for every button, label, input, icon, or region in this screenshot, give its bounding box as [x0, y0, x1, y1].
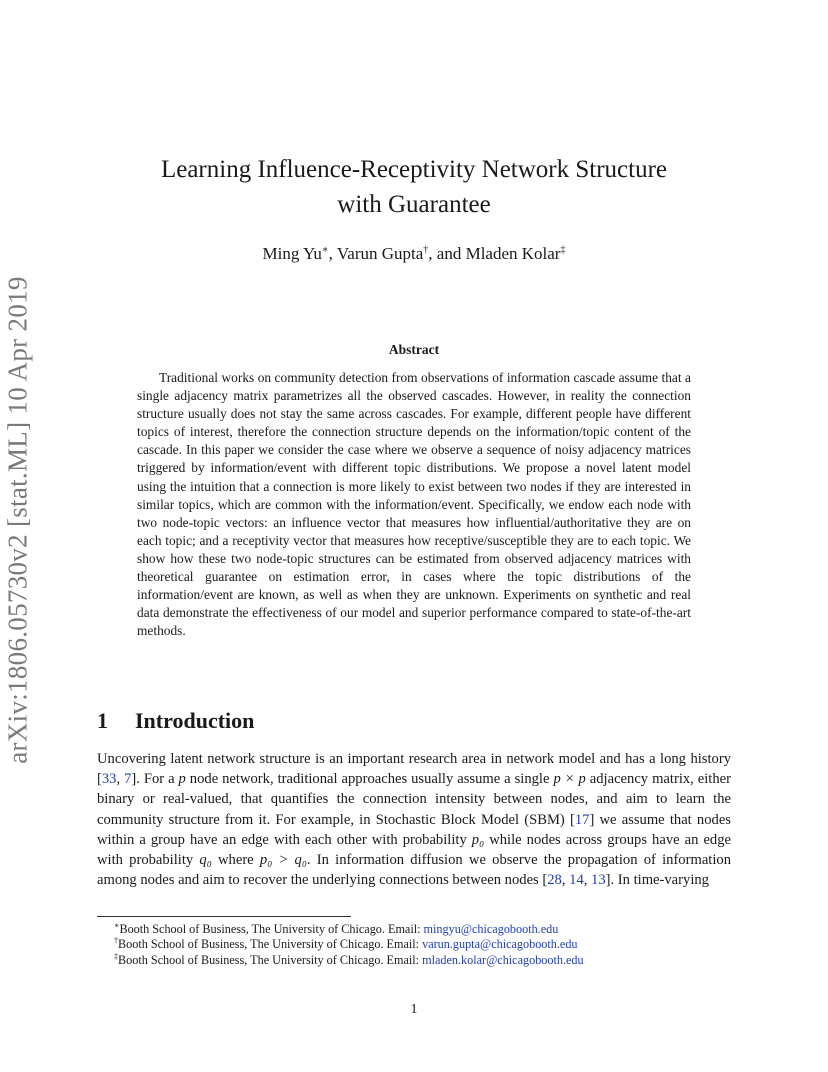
author-separator: , and: [428, 244, 466, 263]
footnote-1: [114, 922, 558, 937]
citation-link[interactable]: 33: [101, 771, 117, 788]
footnote-text: Booth School of Business, The University of Chicago. Email:: [118, 953, 423, 967]
math-variable: p: [178, 771, 186, 788]
intro-text: ]. For a: [131, 771, 179, 788]
author-footnote-mark: †: [423, 244, 429, 256]
footnote-mark: †: [114, 935, 118, 945]
footnote-mark: ‡: [114, 951, 118, 961]
intro-text: . In information diffusion we observe the propagation of information among nodes and aim to recover the underlying connections between nodes [: [97, 852, 731, 889]
footnote-mark: ∗: [114, 920, 120, 930]
page-number: 1: [410, 1002, 418, 1017]
math-variable: p₀: [471, 831, 485, 848]
footnote-3: [114, 953, 584, 968]
intro-text: ,: [116, 771, 125, 788]
citation-link[interactable]: 13: [591, 872, 606, 889]
arxiv-identifier: arXiv:1806.05730v2 [stat.ML] 10 Apr 2019: [2, 276, 33, 764]
math-expression: p₀ > q₀: [259, 852, 307, 869]
author-list: [0, 244, 828, 264]
section-number: 1: [97, 708, 108, 733]
introduction-paragraph: [97, 749, 731, 890]
footnote-text: Booth School of Business, The University of Chicago. Email:: [118, 937, 423, 951]
section-title: Introduction: [135, 708, 255, 733]
author-name: Varun Gupta: [336, 244, 424, 263]
abstract-body: Traditional works on community detection from observations of information cascade assume that a single adjacency matrix parametrizes all the observed cascades. However, in reality the connection structure usually does not stay the same across cascades. For example, different people have different topics of interest, therefore the connection structure depends on the information/topic content of the cascade. In this paper we consider the case where we observe a sequence of noisy adjacency matrices triggered by information/event with different topic distributions. We propose a novel latent model using the intuition that a connection is more likely to exist between two nodes if they are interested in similar topics, which are common with the information/event. Specifically, we endow each node with two node-topic vectors: an influence vector that measures how influential/authoritative they are on each topic; and a receptivity vector that measures how receptive/susceptible they are to each topic. We show how these two node-topic structures can be estimated from observed adjacency matrices with theoretical guarantee on estimation error, in cases where the topic distributions of the information/event are known, as well as when they are unknown. Experiments on synthetic and real data demonstrate the effectiveness of our model and superior performance compared to state-of-the-art methods.: [137, 370, 691, 639]
intro-text: while nodes across groups have an edge with probability: [97, 831, 731, 869]
math-variable: q₀: [199, 852, 212, 869]
intro-text: where: [211, 852, 260, 869]
math-expression: p × p: [553, 771, 586, 788]
email-link[interactable]: mingyu@chicagobooth.edu: [423, 922, 559, 936]
section-heading: [97, 708, 254, 734]
intro-text: ,: [583, 872, 592, 889]
citation-link[interactable]: 14: [569, 872, 584, 889]
footnote-2: [114, 937, 578, 952]
intro-text: ,: [561, 872, 570, 889]
email-link[interactable]: mladen.kolar@chicagobooth.edu: [422, 953, 584, 967]
author-footnote-mark: ‡: [560, 244, 566, 256]
citation-link[interactable]: 7: [124, 771, 132, 788]
intro-text: Uncovering latent network structure is an important research area in network model and has a long history [: [97, 751, 731, 788]
intro-text: node network, traditional approaches usually assume a single: [185, 771, 554, 788]
abstract-heading: Abstract: [388, 342, 440, 357]
author-name: Mladen Kolar: [465, 244, 561, 263]
paper-title: [0, 152, 828, 222]
footnote-divider: [97, 916, 351, 917]
intro-text: ] we assume that nodes within a group have an edge with each other with probability: [97, 811, 731, 848]
intro-text: adjacency matrix, either binary or real-valued, that quantifies the connection intensity between nodes, and aim to learn the community structure from it. For example, in Stochastic Block Model (SBM) [: [97, 771, 731, 828]
author-footnote-mark: ∗: [321, 244, 329, 256]
citation-link[interactable]: 17: [574, 811, 590, 828]
intro-text: ]. In time-varying: [605, 872, 709, 889]
title-line-1: Learning Influence-Receptivity Network Structure: [160, 156, 668, 183]
citation-link[interactable]: 28: [547, 872, 562, 889]
author-name: Ming Yu: [262, 244, 322, 263]
footnote-text: Booth School of Business, The University of Chicago. Email:: [119, 922, 424, 936]
title-line-2: with Guarantee: [337, 191, 491, 218]
author-separator: ,: [328, 244, 337, 263]
email-link[interactable]: varun.gupta@chicagobooth.edu: [422, 937, 578, 951]
